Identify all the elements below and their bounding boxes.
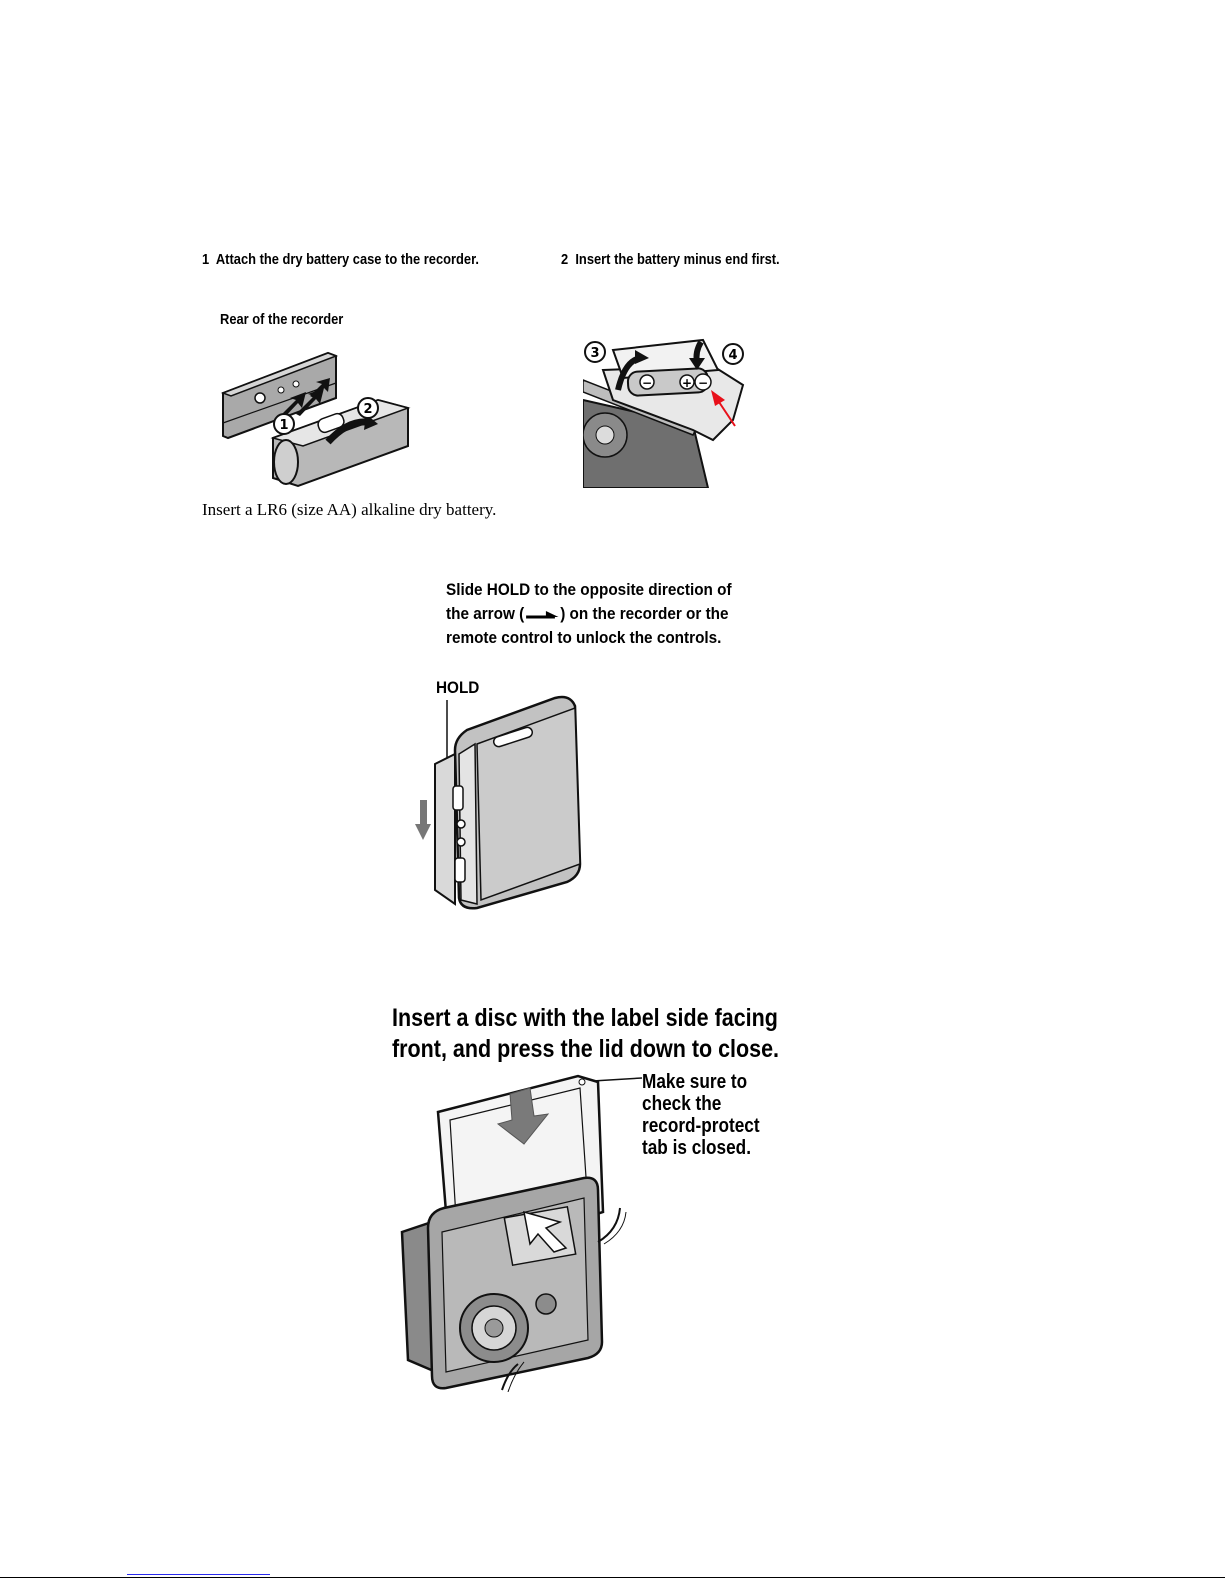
hold-instruction-line-3: remote control to unlock the controls. xyxy=(446,628,722,647)
disc-heading-line-2: front, and press the lid down to close. xyxy=(392,1035,780,1063)
record-protect-note xyxy=(642,1071,760,1159)
disc-insert-illustration xyxy=(398,1072,648,1392)
step-1-title xyxy=(202,251,479,268)
hold-instruction xyxy=(446,578,732,650)
step-2-number: 2 xyxy=(561,251,569,268)
footer-link-underline[interactable] xyxy=(127,1574,270,1575)
svg-text:+: + xyxy=(681,376,693,390)
hold-switch-illustration xyxy=(415,694,590,914)
callout-1: 1 xyxy=(279,418,289,433)
hold-arrow-icon xyxy=(524,609,560,621)
note-line-1: Make sure to xyxy=(642,1071,748,1093)
step-1-number: 1 xyxy=(202,251,210,268)
hold-instruction-line-2: the arrow ( ) on the recorder or the xyxy=(446,604,729,623)
battery-caption: Insert a LR6 (size AA) alkaline dry battery. xyxy=(202,500,497,519)
footer-rule xyxy=(0,1577,1225,1578)
step-1-text: Attach the dry battery case to the recorder. xyxy=(215,251,479,268)
note-line-4: tab is closed. xyxy=(642,1137,751,1159)
svg-text:−: − xyxy=(697,376,709,390)
callout-4: 4 xyxy=(728,348,738,363)
battery-case-attach-illustration xyxy=(218,338,418,488)
hold-instruction-line-1: Slide HOLD to the opposite direction of xyxy=(446,580,732,599)
step-2-title xyxy=(561,251,780,268)
svg-text:−: − xyxy=(641,376,653,390)
rear-of-recorder-label: Rear of the recorder xyxy=(220,311,344,328)
step-2-text: Insert the battery minus end first. xyxy=(575,251,780,268)
battery-insert-illustration xyxy=(583,330,763,488)
callout-2: 2 xyxy=(363,402,373,417)
note-line-3: record-protect xyxy=(642,1115,760,1137)
disc-heading-line-1: Insert a disc with the label side facing xyxy=(392,1004,778,1032)
disc-heading xyxy=(392,1003,779,1065)
callout-3: 3 xyxy=(590,346,600,361)
note-line-2: check the xyxy=(642,1093,722,1115)
hold-label: HOLD xyxy=(436,678,480,697)
